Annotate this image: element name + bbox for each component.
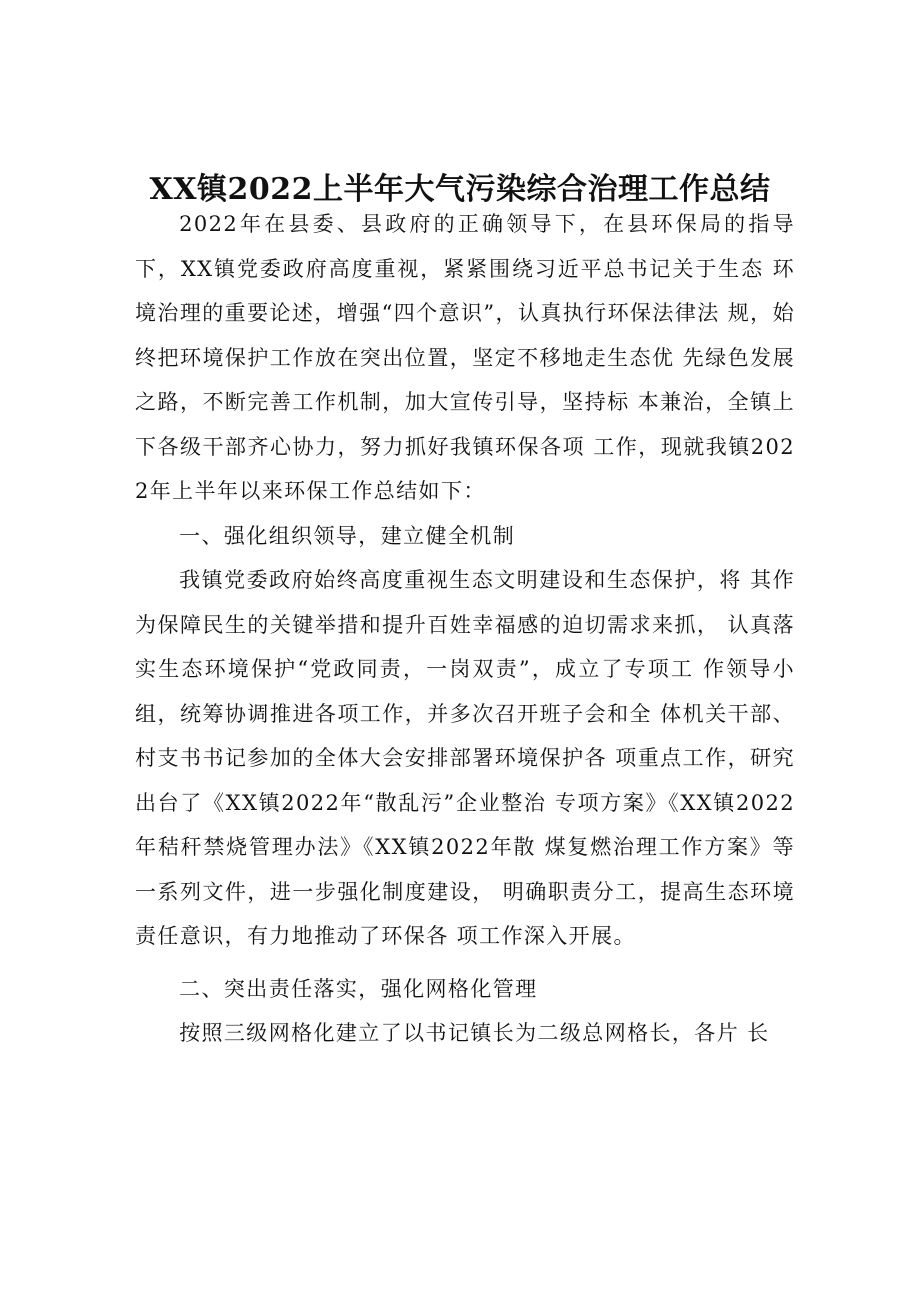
section-1-paragraph: 我镇党委政府始终高度重视生态文明建设和生态保护，将 其作为保障民生的关键举措和提升百姓幸福感的迫切需求来抓， 认真落实生态环境保护“党政同责，一岗双责”，成立了专项工 作领导小组，统筹协调推进各项工作，并多次召开班子会和全 体机关干部、村支书书记参加的全体大会安排部署环境保护各 项重点工作，研究出台了《XX镇2022年“散乱污”企业整治 专项方案》《XX镇2022年秸秆禁烧管理办法》《XX镇2022年散 煤复燃治理工作方案》等一系列文件，进一步强化制度建设， 明确职责分工，提高生态环境责任意识，有力地推动了环保各 项工作深入开展。 [135, 568, 795, 948]
document-body [135, 202, 795, 1056]
document-title: XX镇2022上半年大气污染综合治理工作总结 [149, 172, 771, 207]
section-heading-1: 一、强化组织领导，建立健全机制 [179, 523, 516, 548]
intro-paragraph: 2022年在县委、县政府的正确领导下，在县环保局的指导 下，XX镇党委政府高度重视，紧紧围绕习近平总书记关于生态 环境治理的重要论述，增强“四个意识”，认真执行环保法律法 规，始终把环境保护工作放在突出位置，坚定不移地走生态优 先绿色发展之路，不断完善工作机制，加大宣传引导，坚持标 本兼治，全镇上下各级干部齐心协力，努力抓好我镇环保各项 工作，现就我镇2022年上半年以来环保工作总结如下： [135, 212, 795, 503]
section-2-paragraph: 按照三级网格化建立了以书记镇长为二级总网格长，各片 长 [179, 1021, 770, 1045]
section-heading-2: 二、突出责任落实，强化网格化管理 [179, 976, 538, 1001]
